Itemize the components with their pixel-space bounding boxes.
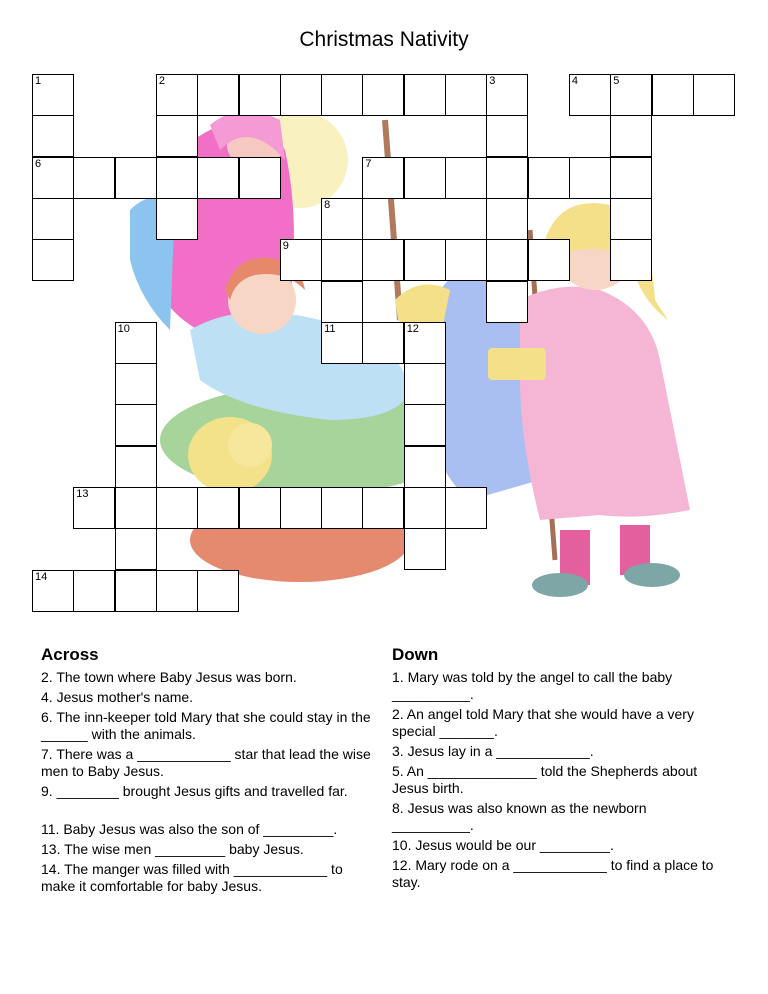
- crossword-cell[interactable]: [32, 239, 74, 281]
- crossword-cell[interactable]: [32, 198, 74, 240]
- crossword-cell[interactable]: [404, 363, 446, 405]
- clue-down-10: 10. Jesus would be our _________.: [392, 837, 614, 853]
- clue-across-4: 4. Jesus mother's name.: [41, 689, 194, 705]
- clue-number: 8: [324, 198, 331, 211]
- crossword-cell[interactable]: [445, 487, 487, 529]
- crossword-cell[interactable]: [610, 198, 652, 240]
- crossword-cell[interactable]: [486, 281, 528, 323]
- clue-number: 6: [35, 157, 42, 170]
- clue-number: 4: [571, 75, 579, 87]
- clue-across-7: 7. There was a ____________ star that lead the wise men to Baby Jesus.: [41, 746, 371, 779]
- clue-across-11: 11. Baby Jesus was also the son of _________.: [41, 821, 338, 837]
- crossword-cell[interactable]: [197, 157, 239, 199]
- crossword-cell[interactable]: [445, 74, 487, 116]
- crossword-cell[interactable]: [610, 239, 652, 281]
- crossword-cell[interactable]: [404, 239, 446, 281]
- crossword-cell[interactable]: [73, 157, 115, 199]
- crossword-cell[interactable]: [280, 74, 322, 116]
- crossword-cell[interactable]: [156, 570, 198, 612]
- crossword-cell[interactable]: [528, 157, 570, 199]
- across-clues: [41, 646, 375, 898]
- crossword-cell[interactable]: [404, 528, 446, 570]
- crossword-cell[interactable]: [115, 487, 157, 529]
- crossword-cell[interactable]: [156, 487, 198, 529]
- crossword-cell[interactable]: [280, 239, 322, 281]
- crossword-cell[interactable]: [362, 157, 404, 199]
- clue-across-2: 2. The town where Baby Jesus was born.: [41, 669, 297, 685]
- clue-down-12: 12. Mary rode on a ____________ to find a place to stay.: [392, 857, 714, 890]
- crossword-cell[interactable]: [115, 363, 157, 405]
- clue-down-8: 8. Jesus was also known as the newborn __________.: [392, 800, 647, 833]
- crossword-cell[interactable]: [321, 322, 363, 364]
- clue-number: 1: [35, 75, 42, 87]
- crossword-cell[interactable]: [115, 404, 157, 446]
- clue-across-14: 14. The manger was filled with ____________ to make it comfortable for baby Jesus.: [41, 861, 343, 894]
- crossword-cell[interactable]: [362, 74, 404, 116]
- crossword-cell[interactable]: [280, 487, 322, 529]
- clue-number: 9: [282, 240, 289, 253]
- crossword-cell[interactable]: [652, 74, 694, 116]
- crossword-cell[interactable]: [362, 239, 404, 281]
- crossword-cell[interactable]: [569, 157, 611, 199]
- crossword-cell[interactable]: [569, 74, 611, 116]
- crossword-cell[interactable]: [156, 74, 198, 116]
- clue-number: 12: [406, 322, 419, 335]
- crossword-cell[interactable]: [693, 74, 735, 116]
- crossword-cell[interactable]: [321, 74, 363, 116]
- crossword-cell[interactable]: [404, 74, 446, 116]
- crossword-cell[interactable]: [32, 74, 74, 116]
- crossword-cell[interactable]: [610, 115, 652, 157]
- clue-number: 10: [117, 322, 130, 335]
- crossword-cell[interactable]: [32, 570, 74, 612]
- crossword-cell[interactable]: [197, 570, 239, 612]
- crossword-cell[interactable]: [486, 115, 528, 157]
- clue-number: 11: [324, 322, 336, 335]
- crossword-cell[interactable]: [197, 74, 239, 116]
- crossword-cell[interactable]: [239, 157, 281, 199]
- crossword-cell[interactable]: [156, 198, 198, 240]
- clue-down-5: 5. An ______________ told the Shepherds about Jesus birth.: [392, 763, 698, 796]
- crossword-cell[interactable]: [486, 157, 528, 199]
- crossword-cell[interactable]: [32, 157, 74, 199]
- crossword-cell[interactable]: [115, 322, 157, 364]
- crossword-cell[interactable]: [115, 157, 157, 199]
- page-title: Christmas Nativity: [299, 28, 469, 51]
- clue-number: 7: [365, 157, 372, 170]
- crossword-cell[interactable]: [486, 74, 528, 116]
- crossword-cell[interactable]: [486, 198, 528, 240]
- clue-down-2: 2. An angel told Mary that she would have a very special _______.: [392, 706, 694, 739]
- crossword-cell[interactable]: [610, 74, 652, 116]
- crossword-cell[interactable]: [404, 322, 446, 364]
- crossword-cell[interactable]: [445, 157, 487, 199]
- across-heading: Across: [41, 645, 99, 664]
- crossword-cell[interactable]: [404, 446, 446, 488]
- crossword-cell[interactable]: [362, 487, 404, 529]
- clue-number: 14: [35, 570, 48, 583]
- clue-number: 13: [76, 488, 89, 500]
- crossword-cell[interactable]: [156, 115, 198, 157]
- crossword-cell[interactable]: [321, 281, 363, 323]
- crossword-cell[interactable]: [610, 157, 652, 199]
- crossword-cell[interactable]: [528, 239, 570, 281]
- crossword-cell[interactable]: [321, 487, 363, 529]
- crossword-cell[interactable]: [362, 322, 404, 364]
- crossword-cell[interactable]: [239, 487, 281, 529]
- crossword-cell[interactable]: [239, 74, 281, 116]
- clue-across-13: 13. The wise men _________ baby Jesus.: [41, 841, 304, 857]
- clue-down-3: 3. Jesus lay in a ____________.: [392, 743, 594, 759]
- down-heading: Down: [392, 645, 439, 664]
- crossword-cell[interactable]: [445, 239, 487, 281]
- clue-number: 5: [613, 75, 620, 87]
- crossword-cell[interactable]: [321, 239, 363, 281]
- clue-down-1: 1. Mary was told by the angel to call the baby __________.: [392, 669, 673, 702]
- clue-across-6: 6. The inn-keeper told Mary that she could stay in the ______ with the animals.: [41, 709, 371, 742]
- crossword-cell[interactable]: [197, 487, 239, 529]
- clue-number: 3: [489, 75, 496, 87]
- crossword-cell[interactable]: [73, 570, 115, 612]
- crossword-cell[interactable]: [115, 570, 157, 612]
- crossword-cell[interactable]: [73, 487, 115, 529]
- clue-number: 2: [158, 75, 166, 87]
- crossword-cell[interactable]: [32, 115, 74, 157]
- clue-across-9: 9. ________ brought Jesus gifts and travelled far.: [41, 783, 348, 799]
- crossword-cell[interactable]: [404, 157, 446, 199]
- down-clues: [392, 646, 732, 894]
- crossword-cell[interactable]: [115, 446, 157, 488]
- crossword-cell[interactable]: [156, 157, 198, 199]
- crossword-cell[interactable]: [404, 487, 446, 529]
- crossword-cell[interactable]: [486, 239, 528, 281]
- crossword-cell[interactable]: [115, 528, 157, 570]
- crossword-cell[interactable]: [321, 198, 363, 240]
- crossword-cell[interactable]: [404, 404, 446, 446]
